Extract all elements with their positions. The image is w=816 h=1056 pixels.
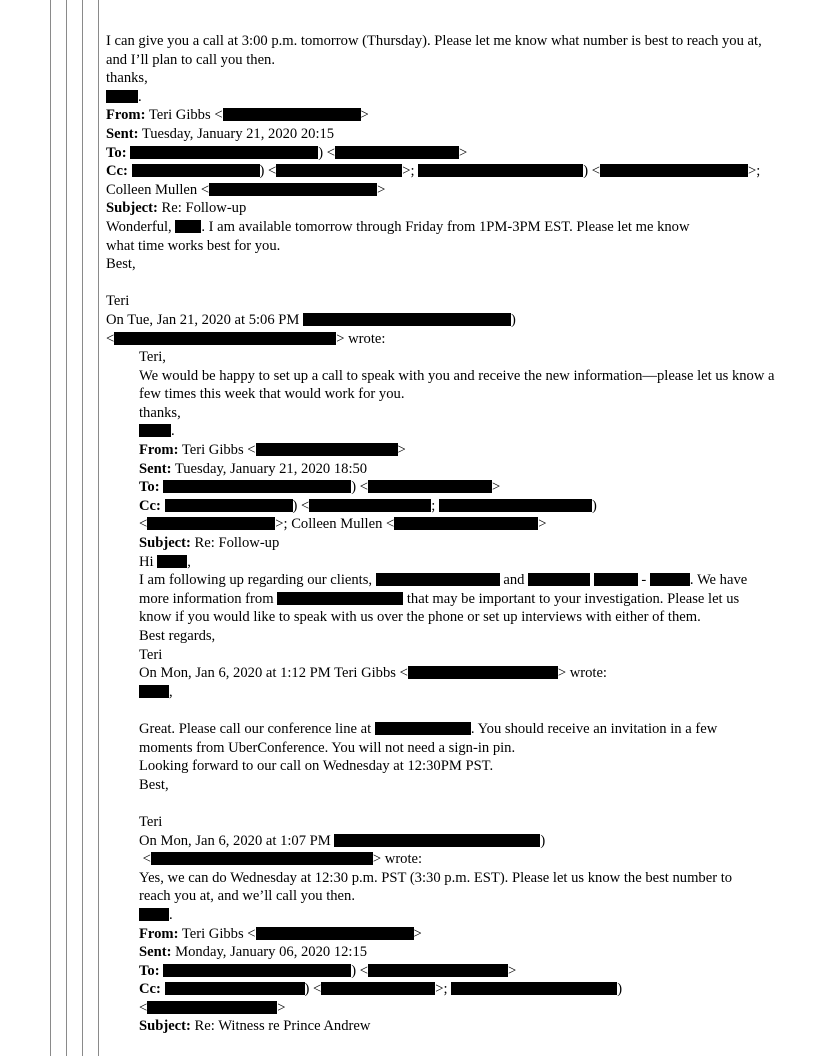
email2-cc-label: Cc: — [106, 163, 128, 180]
redaction-bar — [256, 927, 414, 940]
email3-quote-b: > wrote: — [557, 665, 607, 682]
email5-sent-value: Monday, January 06, 2020 12:15 — [175, 944, 368, 961]
email5-cc: Cc: ) < >; ) — [139, 981, 623, 998]
redaction-bar — [223, 108, 361, 121]
redaction-bar — [408, 666, 558, 679]
email3-body-4b: that may be important to your investigation. Please let us — [406, 590, 740, 607]
redaction-bar — [303, 313, 511, 326]
email-message-4 — [139, 683, 782, 869]
email2-sent-value: Tuesday, January 21, 2020 20:15 — [141, 125, 335, 142]
thread-rule-2 — [66, 0, 67, 1056]
email4-quote-line2: < > wrote: — [139, 851, 423, 868]
email5-cc-label: Cc: — [139, 981, 161, 998]
email5-subject-value: Re: Witness re Prince Andrew — [194, 1018, 371, 1035]
email2-to-label: To: — [106, 144, 127, 161]
email3-from-label: From: — [139, 442, 179, 459]
email3-quote-a: On Mon, Jan 6, 2020 at 1:12 PM Teri Gibbs < — [139, 665, 408, 682]
email-message-5 — [139, 869, 782, 1036]
email3-body-line5: know if you would like to speak with us over the phone or set up interviews with either of them. — [139, 609, 701, 626]
email5-from: From: Teri Gibbs < > — [139, 925, 422, 942]
redaction-bar — [394, 517, 538, 530]
email3-body-3a: I am following up regarding our clients, — [139, 572, 373, 589]
redaction-bar — [368, 480, 492, 493]
email3-body-4a: more information from — [139, 590, 274, 607]
email3-subject — [139, 534, 782, 553]
email3-greeting-hi — [139, 553, 782, 572]
redaction-bar — [106, 90, 138, 103]
email4-body-line2: moments from UberConference. You will not need a sign-in pin. — [139, 739, 516, 756]
email2-body-1b: . I am available tomorrow through Friday from 1PM-3PM EST. Please let me know — [201, 218, 690, 235]
redaction-bar — [335, 146, 459, 159]
email2-quote-line2: < > wrote: — [106, 330, 386, 347]
email5-subject — [139, 1017, 782, 1036]
thread-rule-4 — [98, 0, 99, 1056]
email3-body-3b: and — [503, 572, 525, 589]
email3-body-line4 — [139, 590, 782, 609]
email5-from-name: Teri Gibbs — [181, 925, 244, 942]
angle-close: > — [360, 107, 369, 124]
email3-greeting: Teri, — [139, 349, 166, 366]
redaction-bar — [157, 555, 187, 568]
redaction-bar — [130, 146, 318, 159]
email3-from-name: Teri Gibbs — [181, 442, 244, 459]
email2-cc: Cc: ) < >; ) < >; — [106, 163, 761, 180]
redaction-bar — [418, 164, 583, 177]
redaction-bar — [368, 964, 508, 977]
redaction-bar — [151, 852, 373, 865]
email2-sent-label: Sent: — [106, 125, 139, 142]
redaction-bar — [309, 499, 431, 512]
email2-quote-b: ) — [511, 311, 516, 328]
email2-sent — [106, 125, 782, 144]
thread-rule-3 — [82, 0, 83, 1056]
email2-subject — [106, 199, 782, 218]
email4-signature — [139, 683, 782, 702]
email3-to-label: To: — [139, 479, 160, 496]
email3-sent-label: Sent: — [139, 460, 172, 477]
email4-quote-c: wrote: — [384, 851, 423, 868]
email4-quote-b: ) — [540, 832, 546, 849]
email3-closing: Best regards, — [139, 628, 216, 644]
email2-quote-c: wrote: — [348, 330, 386, 347]
redaction-bar — [165, 982, 305, 995]
redaction-bar — [114, 332, 336, 345]
redaction-bar — [276, 164, 402, 177]
redaction-bar — [163, 480, 351, 493]
redaction-bar — [132, 164, 260, 177]
email3-body-line3: I am following up regarding our clients, and - . We have — [139, 572, 748, 589]
email1-body-line2: and I’ll plan to call you then. — [106, 51, 275, 68]
email3-sent-value: Tuesday, January 21, 2020 18:50 — [174, 460, 368, 477]
email3-from: From: Teri Gibbs < > — [139, 442, 406, 459]
redaction-bar — [439, 499, 592, 512]
email3-quote-line — [139, 664, 782, 683]
email-message-1 — [106, 32, 782, 106]
email2-subject-value: Re: Follow-up — [161, 200, 247, 217]
email3-greeting-comma: , — [187, 553, 191, 570]
email3-subject-value: Re: Follow-up — [194, 535, 280, 552]
email5-from-label: From: — [139, 925, 179, 942]
email5-cc-semicolon: ; — [443, 981, 448, 998]
redaction-bar — [451, 982, 617, 995]
redaction-bar — [256, 443, 398, 456]
email3-sent — [139, 460, 782, 479]
email3-cc: Cc: ) < ; ) — [139, 497, 597, 514]
email4-body-line3: Looking forward to our call on Wednesday at 12:30PM PST. — [139, 758, 494, 775]
redaction-bar — [321, 982, 435, 995]
redaction-bar — [600, 164, 748, 177]
spacer — [106, 274, 782, 293]
redaction-bar — [650, 573, 690, 586]
email1-signoff: thanks, — [106, 70, 148, 87]
redaction-bar — [175, 220, 201, 233]
email4-body-line1 — [139, 720, 782, 739]
email5-signature-punct: . — [169, 906, 173, 923]
email2-name: Teri — [106, 293, 130, 310]
email1-body-line1: I can give you a call at 3:00 p.m. tomorrow (Thursday). Please let me know what number is best to reach you at, — [106, 33, 762, 49]
email3-cc-extra-name: Colleen Mullen — [291, 516, 383, 533]
email5-sent — [139, 943, 782, 962]
email5-to: To: ) < > — [139, 962, 517, 979]
redaction-bar — [147, 517, 275, 530]
email5-sent-label: Sent: — [139, 944, 172, 961]
email-message-3 — [139, 348, 782, 683]
email5-body-line2: reach you at, and we’ll call you then. — [139, 888, 355, 905]
email2-cc-line2: Colleen Mullen < > — [106, 181, 386, 198]
email-thread-content — [106, 32, 782, 1036]
redaction-bar — [334, 834, 540, 847]
thread-rule-1 — [50, 0, 51, 1056]
email3-name: Teri — [139, 646, 163, 663]
email2-body-line2: what time works best for you. — [106, 237, 281, 254]
redaction-bar — [209, 183, 377, 196]
email2-from — [106, 106, 782, 125]
email3-cc-semicolon: ; — [283, 516, 288, 533]
email2-body-line1 — [106, 218, 782, 237]
redaction-bar — [139, 424, 171, 437]
email4-signature-punct: , — [169, 683, 173, 700]
email2-from-label: From: — [106, 107, 146, 124]
email3-body-line1: We would be happy to set up a call to speak with you and receive the new information—please let us know a — [139, 367, 775, 384]
email3-body-3c: . We have — [689, 572, 748, 589]
email2-quote-a: On Tue, Jan 21, 2020 at 5:06 PM — [106, 311, 300, 328]
email3-cc-line2: < >; Colleen Mullen < > — [139, 516, 547, 533]
redaction-bar — [163, 964, 351, 977]
angle-open: < — [214, 107, 223, 124]
email2-cc-extra-name: Colleen Mullen — [106, 181, 198, 198]
email2-closing: Best, — [106, 256, 136, 273]
email2-subject-label: Subject: — [106, 200, 158, 217]
email5-signature — [139, 906, 782, 925]
email4-quote-a: On Mon, Jan 6, 2020 at 1:07 PM — [139, 832, 331, 849]
email2-to: To: ) < > — [106, 144, 468, 161]
email3-hi: Hi — [139, 553, 154, 570]
redaction-bar — [139, 908, 169, 921]
redaction-bar — [594, 573, 638, 586]
email4-body-1b: . You should receive an invitation in a few — [470, 720, 718, 737]
email3-body-line2: few times this week that would work for you. — [139, 386, 405, 403]
redaction-bar — [165, 499, 293, 512]
email2-from-name: Teri Gibbs — [148, 107, 211, 124]
email3-to: To: ) < > — [139, 479, 501, 496]
email2-body-1a: Wonderful, — [106, 218, 172, 235]
email3-subject-label: Subject: — [139, 535, 191, 552]
email3-signoff: thanks, — [139, 404, 181, 421]
email4-quote-line1 — [139, 832, 782, 851]
email3-cc-label: Cc: — [139, 497, 161, 514]
redaction-bar — [139, 685, 169, 698]
spacer — [139, 794, 782, 813]
email5-to-label: To: — [139, 962, 160, 979]
redaction-bar — [528, 573, 590, 586]
spacer — [139, 701, 782, 720]
redaction-bar — [376, 573, 500, 586]
email2-quote-line1 — [106, 311, 782, 330]
email1-signature — [106, 88, 782, 107]
email4-closing: Best, — [139, 776, 169, 793]
email4-body-1a: Great. Please call our conference line at — [139, 720, 372, 737]
email3-signature — [139, 422, 782, 441]
redaction-bar — [147, 1001, 277, 1014]
email4-name: Teri — [139, 813, 163, 830]
email5-subject-label: Subject: — [139, 1018, 191, 1035]
redaction-bar — [277, 592, 403, 605]
email-message-2 — [106, 106, 782, 348]
email3-signature-punct: . — [171, 423, 175, 440]
email1-signature-punct: . — [138, 88, 142, 105]
email5-cc-line2: < > — [139, 999, 286, 1016]
email5-body-line1: Yes, we can do Wednesday at 12:30 p.m. PST (3:30 p.m. EST). Please let us know the best number to — [139, 869, 733, 886]
redaction-bar — [375, 722, 471, 735]
